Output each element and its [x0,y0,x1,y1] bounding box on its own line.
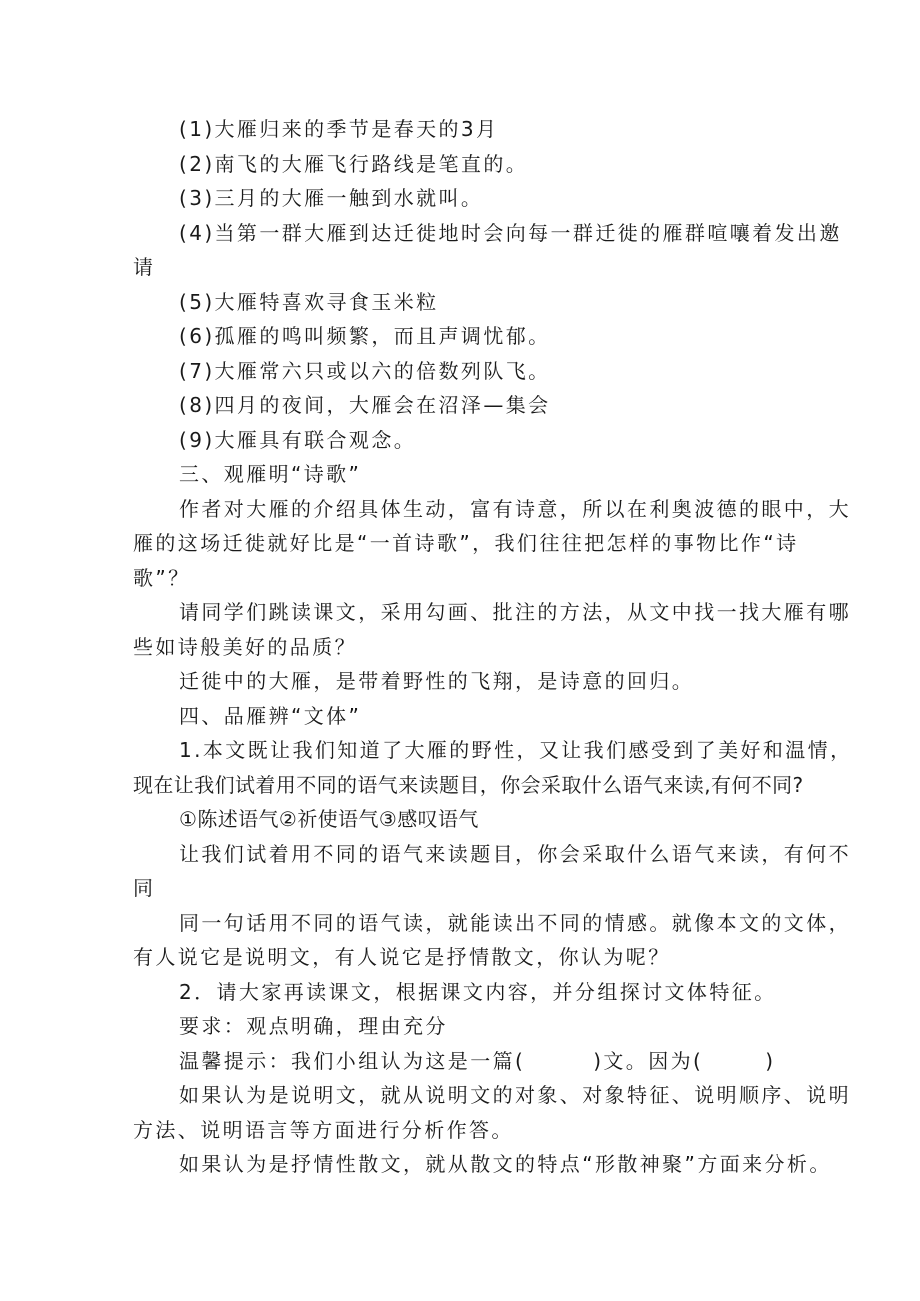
tip-text: )文。因为( [593,1048,704,1073]
paragraph-line: 作者对大雁的介绍具体生动，富有诗意，所以在利奥波德的眼中，大 [179,496,851,521]
requirement-line: 要求：观点明确，理由充分 [179,1014,448,1038]
paragraph-line: 请同学们跳读课文，采用勾画、批注的方法，从文中找一找大雁有哪 [179,600,851,624]
list-item: (3)三月的大雁一触到水就叫。 [179,186,484,210]
question-line: 现在让我们试着用不同的语气来读题目，你会采取什么语气来读,有何不同? [133,772,804,797]
list-item: (7)大雁常六只或以六的倍数列队飞。 [179,358,551,383]
list-item: (5)大雁特喜欢寻食玉米粒 [179,289,439,314]
list-item-continuation: 请 [133,255,156,279]
hint-line: 如果认为是说明文，就从说明文的对象、对象特征、说明顺序、说明 [179,1083,851,1107]
options-line: ①陈述语气②祈使语气③感叹语气 [179,807,479,831]
paragraph-line: 同一句话用不同的语气读，就能读出不同的情感。就像本文的文体， [179,910,851,935]
tip-text: 温馨提示：我们小组认为这是一篇( [179,1048,526,1073]
question-line: 同 [133,876,156,900]
question-line: 让我们试着用不同的语气来读题目，你会采取什么语气来读，有何不 [179,841,851,866]
list-item: (9)大雁具有联合观念。 [179,427,417,452]
question-line: 1.本文既让我们知道了大雁的野性，又让我们感受到了美好和温情， [179,738,853,762]
tip-line [133,1044,801,1079]
list-item: (8)四月的夜间，大雁会在沼泽—集会 [179,393,551,417]
hint-line: 方法、说明语言等方面进行分析作答。 [133,1117,514,1142]
paragraph-line: 些如诗般美好的品质？ [133,634,357,659]
tip-text: ) [765,1048,776,1073]
paragraph-line: 歌”？ [133,565,191,590]
paragraph-line: 雁的这场迁徙就好比是“一首诗歌”，我们往往把怎样的事物比作“诗 [133,531,799,555]
list-item: (4)当第一群大雁到达迁徙地时会向每一群迁徙的雁群喧嚷着发出邀 [179,220,842,245]
list-item: (6)孤雁的鸣叫频繁，而且声调忧郁。 [179,324,551,348]
section-heading: 四、品雁辨“文体” [179,703,362,728]
list-item: (2)南飞的大雁飞行路线是笔直的。 [179,151,529,176]
hint-line: 如果认为是抒情性散文，就从散文的特点“形散神聚”方面来分析。 [179,1152,832,1176]
section-heading: 三、观雁明“诗歌” [179,462,362,486]
document-content [133,112,853,1182]
paragraph-line: 有人说它是说明文，有人说它是抒情散文，你认为呢？ [133,945,671,969]
list-item: (1)大雁归来的季节是春天的3月 [179,117,499,141]
question-line: 2．请大家再读课文，根据课文内容，并分组探讨文体特征。 [179,979,777,1004]
paragraph-line: 迁徙中的大雁，是带着野性的飞翔，是诗意的回归。 [179,669,695,693]
